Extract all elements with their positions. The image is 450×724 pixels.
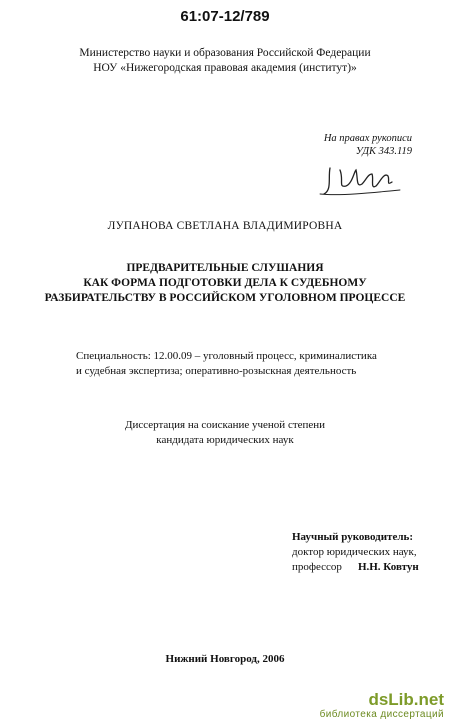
signature-icon: [300, 160, 420, 200]
supervisor-block: [292, 530, 442, 575]
supervisor-degree: доктор юридических наук,: [292, 546, 417, 558]
degree-block: [0, 418, 450, 448]
supervisor-title: профессор: [292, 561, 342, 573]
watermark-subtitle: библиотека диссертаций: [319, 709, 444, 720]
author-name: ЛУПАНОВА СВЕТЛАНА ВЛАДИМИРОВНА: [107, 220, 343, 232]
udc-text: УДК 343.119: [355, 146, 412, 157]
ministry-line: Министерство науки и образования Российской Федерации: [79, 47, 371, 59]
rights-text: На правах рукописи: [323, 133, 412, 144]
archive-code: 61:07-12/789: [180, 8, 270, 25]
degree-line: Диссертация на соискание ученой степени: [124, 419, 326, 431]
degree-line: кандидата юридических наук: [156, 434, 294, 446]
supervisor-label: Научный руководитель:: [292, 531, 413, 543]
academy-line: НОУ «Нижегородская правовая академия (институт)»: [93, 62, 357, 74]
title-line: РАЗБИРАТЕЛЬСТВУ В РОССИЙСКОМ УГОЛОВНОМ ПРОЦЕССЕ: [44, 292, 406, 304]
watermark-logo: dsLib.net: [368, 690, 444, 709]
specialty-block: [76, 349, 396, 379]
city-year: Нижний Новгород, 2006: [165, 653, 285, 665]
specialty-line: и судебная экспертиза; оперативно-розыскная деятельность: [76, 365, 357, 377]
title-line: ПРЕДВАРИТЕЛЬНЫЕ СЛУШАНИЯ: [126, 262, 324, 274]
title-line: КАК ФОРМА ПОДГОТОВКИ ДЕЛА К СУДЕБНОМУ: [83, 277, 367, 289]
dissertation-title: [30, 261, 420, 306]
manuscript-note: [324, 132, 412, 158]
supervisor-title-row: [292, 560, 442, 575]
supervisor-name: Н.Н. Ковтун: [357, 561, 419, 573]
ministry-block: [0, 46, 450, 76]
specialty-line: Специальность: 12.00.09 – уголовный процесс, криминалистика: [76, 350, 377, 362]
dslib-watermark: [294, 691, 444, 720]
